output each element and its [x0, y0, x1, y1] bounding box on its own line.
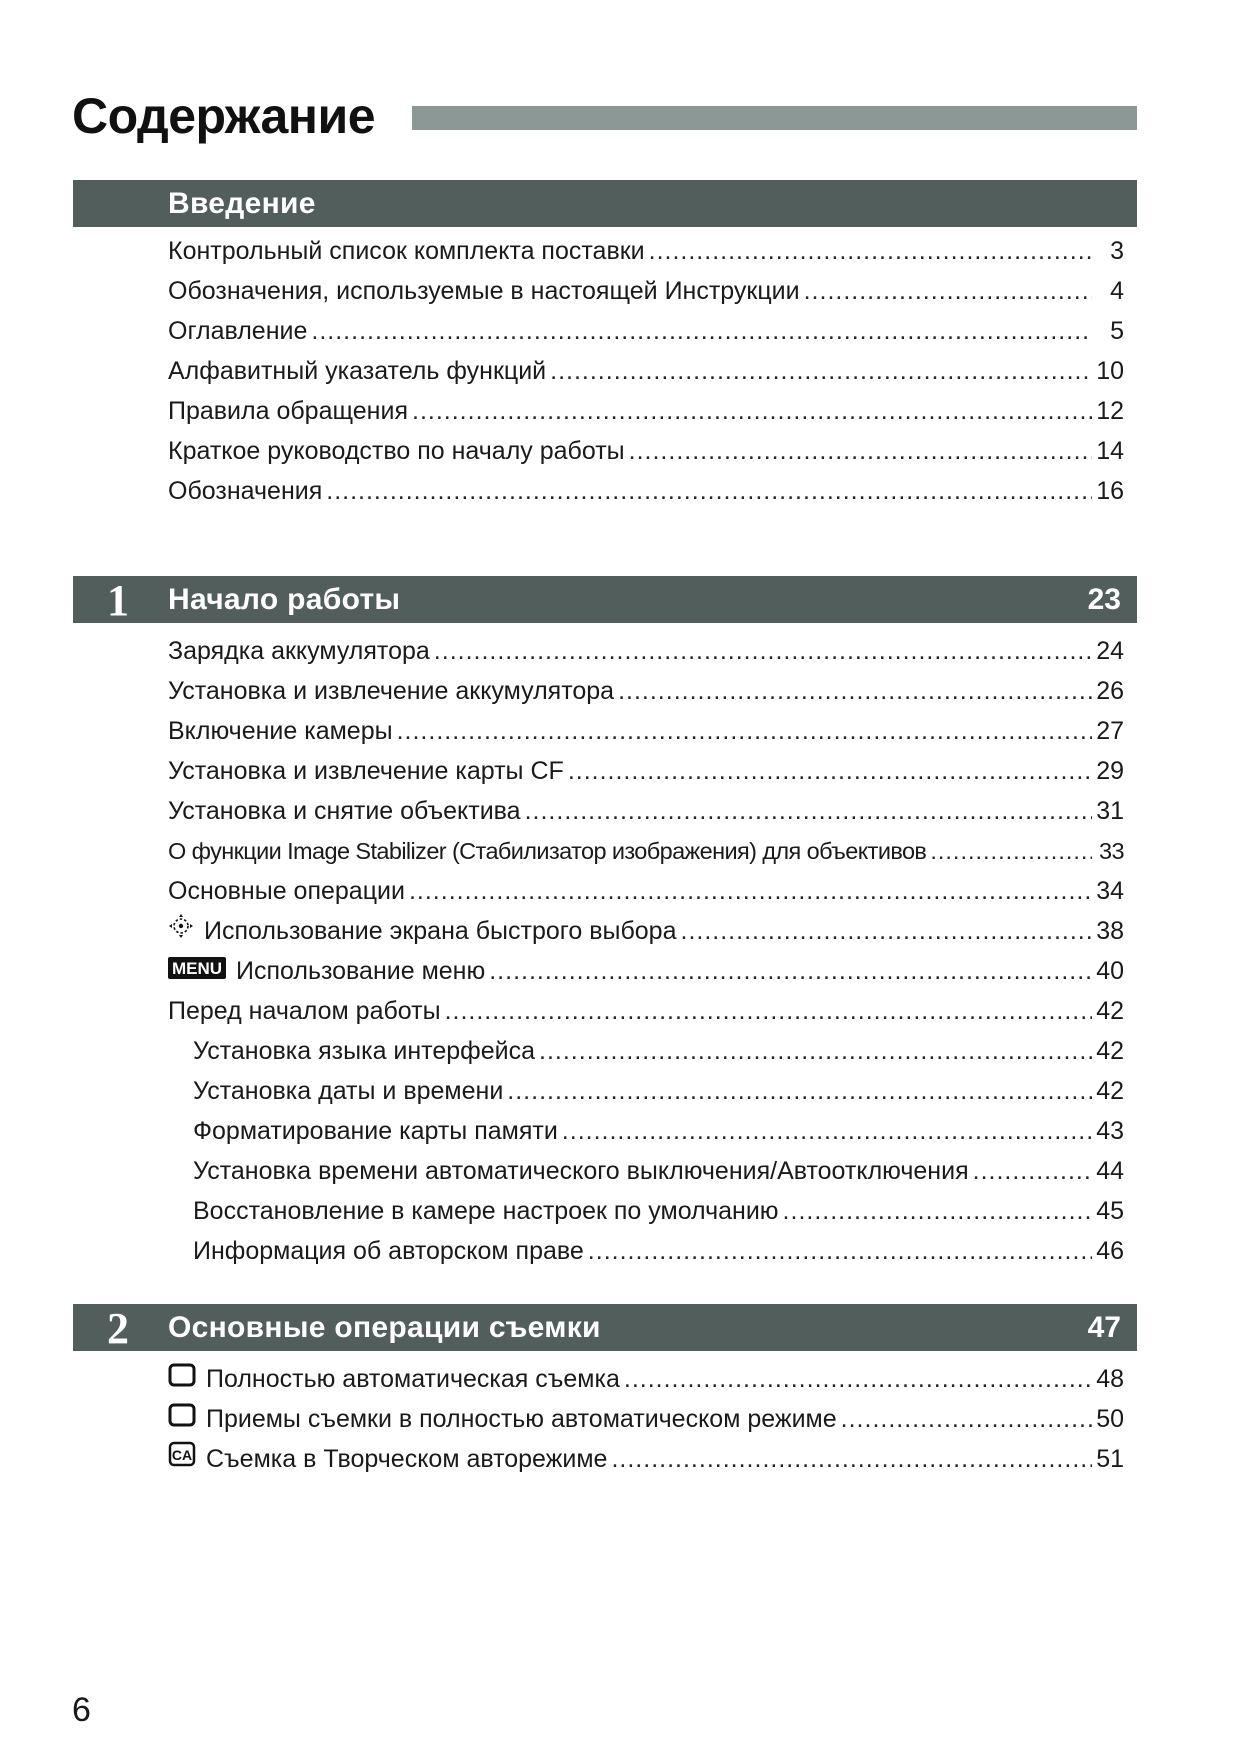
section-title: Введение [168, 187, 316, 220]
toc-entry-page: 51 [1096, 1445, 1124, 1473]
section-title: Основные операции съемки [168, 1311, 601, 1344]
toc-entry[interactable] [168, 671, 1124, 711]
toc-entry-label: Установка и снятие объектива [168, 797, 521, 825]
toc-entry-label: Восстановление в камере настроек по умолчанию [193, 1197, 779, 1225]
toc-entry[interactable] [168, 231, 1124, 271]
toc-entry[interactable] [168, 831, 1124, 871]
toc-subentry[interactable] [168, 1151, 1124, 1191]
dot-leader [550, 351, 1092, 391]
toc-entry[interactable] [168, 271, 1124, 311]
page-title: Содержание [72, 88, 376, 144]
toc-entry-label: Приемы съемки в полностью автоматическом режиме [206, 1405, 837, 1433]
toc-entry[interactable] [168, 871, 1124, 911]
toc-list-intro [168, 231, 1124, 511]
toc-entry[interactable] [168, 391, 1124, 431]
toc-entry[interactable] [168, 351, 1124, 391]
toc-entry-page: 38 [1096, 917, 1124, 945]
toc-entry-label: Контрольный список комплекта поставки [168, 237, 645, 265]
toc-entry-label: Съемка в Творческом авторежиме [206, 1445, 608, 1473]
toc-entry-label: Использование экрана быстрого выбора [204, 917, 677, 945]
toc-subentry[interactable] [168, 1031, 1124, 1071]
toc-subentry[interactable] [168, 1231, 1124, 1271]
toc-entry-label: Установка и извлечение аккумулятора [168, 677, 615, 705]
toc-subentry[interactable] [168, 1111, 1124, 1151]
chapter-number: 2 [107, 1304, 129, 1353]
toc-entry-label: Информация об авторском праве [193, 1237, 584, 1265]
dot-leader [445, 991, 1092, 1031]
toc-entry-page: 46 [1096, 1237, 1124, 1265]
dot-leader [568, 751, 1092, 791]
toc-entry-page: 31 [1096, 797, 1124, 825]
dot-leader [973, 1151, 1092, 1191]
dot-leader [409, 871, 1092, 911]
toc-entry-page: 14 [1096, 437, 1124, 465]
toc-entry-page: 45 [1096, 1197, 1124, 1225]
toc-entry-label: Обозначения, используемые в настоящей Инструкции [168, 277, 800, 305]
toc-entry[interactable] [168, 711, 1124, 751]
toc-entry-page: 3 [1110, 237, 1124, 265]
toc-entry-page: 10 [1096, 357, 1124, 385]
toc-entry-label: Установка и извлечение карты CF [168, 757, 564, 785]
toc-entry-page: 29 [1096, 757, 1124, 785]
toc-entry-page: 12 [1096, 397, 1124, 425]
toc-entry-page: 50 [1096, 1405, 1124, 1433]
toc-entry-label: Оглавление [168, 317, 308, 345]
dot-leader [649, 231, 1092, 271]
creative-auto-icon [168, 1439, 196, 1479]
toc-entry-page: 5 [1110, 317, 1124, 345]
section-page: 47 [1087, 1311, 1121, 1344]
section-header-basic-shooting [73, 1304, 1137, 1351]
toc-entry[interactable] [168, 911, 1124, 951]
toc-entry-label: Использование меню [236, 957, 486, 985]
dot-leader [397, 711, 1092, 751]
toc-subentry[interactable] [168, 1191, 1124, 1231]
toc-entry-page: 44 [1096, 1157, 1124, 1185]
toc-entry[interactable] [168, 311, 1124, 351]
toc-entry[interactable] [168, 1399, 1124, 1439]
toc-entry[interactable] [168, 751, 1124, 791]
toc-entry-page: 42 [1096, 1077, 1124, 1105]
dot-leader [804, 271, 1092, 311]
toc-entry-label: Форматирование карты памяти [193, 1117, 558, 1145]
toc-entry-label: Зарядка аккумулятора [168, 637, 430, 665]
toc-entry-label: Установка языка интерфейса [193, 1037, 536, 1065]
section-header-intro [73, 180, 1137, 227]
section-header-getting-started [73, 576, 1137, 623]
toc-entry-page: 33 [1099, 838, 1124, 864]
toc-subentry[interactable] [168, 1071, 1124, 1111]
dot-leader [507, 1071, 1092, 1111]
toc-entry-page: 26 [1096, 677, 1124, 705]
toc-entry-label: Перед началом работы [168, 997, 441, 1025]
toc-entry[interactable] [168, 1439, 1124, 1479]
toc-entry-page: 4 [1110, 277, 1124, 305]
toc-entry-page: 16 [1096, 477, 1124, 505]
dot-leader [525, 791, 1092, 831]
dot-leader [326, 471, 1092, 511]
chapter-number: 1 [107, 576, 129, 625]
dot-leader [311, 311, 1092, 351]
dot-leader [611, 1439, 1092, 1479]
toc-entry-label: Правила обращения [168, 397, 408, 425]
toc-entry-page: 43 [1096, 1117, 1124, 1145]
menu-icon [168, 951, 226, 991]
toc-entry-label: О функции Image Stabilizer (Стабилизатор изображения) для объективов [168, 838, 927, 864]
dot-leader [681, 911, 1093, 951]
title-decoration-bar [412, 106, 1137, 130]
toc-entry[interactable] [168, 991, 1124, 1031]
section-title: Начало работы [168, 583, 401, 616]
toc-entry-label: Обозначения [168, 477, 323, 505]
toc-entry-label: Краткое руководство по началу работы [168, 437, 625, 465]
toc-entry-page: 48 [1096, 1365, 1124, 1393]
dot-leader [434, 631, 1092, 671]
toc-entry[interactable] [168, 431, 1124, 471]
dot-leader [562, 1111, 1092, 1151]
full-auto-icon [168, 1359, 196, 1399]
dot-leader [412, 391, 1092, 431]
dot-leader [588, 1231, 1092, 1271]
full-auto-icon [168, 1399, 196, 1439]
dot-leader [841, 1399, 1092, 1439]
dot-leader [539, 1031, 1092, 1071]
dot-leader [629, 431, 1092, 471]
dot-leader [783, 1191, 1092, 1231]
toc-entry-label: Полностью автоматическая съемка [206, 1365, 620, 1393]
title-row [72, 86, 1137, 146]
dot-leader [618, 671, 1092, 711]
toc-entry-page: 24 [1096, 637, 1124, 665]
svg-text:MENU: MENU [171, 959, 223, 978]
toc-entry-page: 42 [1096, 997, 1124, 1025]
dot-leader [489, 951, 1092, 991]
toc-entry-label: Установка времени автоматического выключения/Автоотключения [193, 1157, 969, 1185]
toc-entry[interactable] [168, 951, 1124, 991]
dot-leader [930, 831, 1092, 871]
toc-entry-label: Установка даты и времени [193, 1077, 504, 1105]
toc-entry[interactable] [168, 631, 1124, 671]
toc-entry[interactable] [168, 1359, 1124, 1399]
toc-entry-page: 42 [1096, 1037, 1124, 1065]
toc-entry-page: 27 [1096, 717, 1124, 745]
section-page: 23 [1087, 583, 1121, 616]
svg-text:CA: CA [171, 1447, 193, 1463]
toc-entry[interactable] [168, 471, 1124, 511]
toc-list-basic-shooting [168, 1359, 1124, 1479]
toc-entry-label: Включение камеры [168, 717, 393, 745]
toc-entry-page: 34 [1096, 877, 1124, 905]
toc-entry-page: 40 [1096, 957, 1124, 985]
page-number: 6 [72, 1691, 91, 1729]
toc-entry-label: Основные операции [168, 877, 405, 905]
dot-leader [624, 1359, 1092, 1399]
toc-entry[interactable] [168, 791, 1124, 831]
quick-control-icon [168, 911, 194, 951]
toc-entry-label: Алфавитный указатель функций [168, 357, 547, 385]
toc-list-getting-started [168, 631, 1124, 1271]
